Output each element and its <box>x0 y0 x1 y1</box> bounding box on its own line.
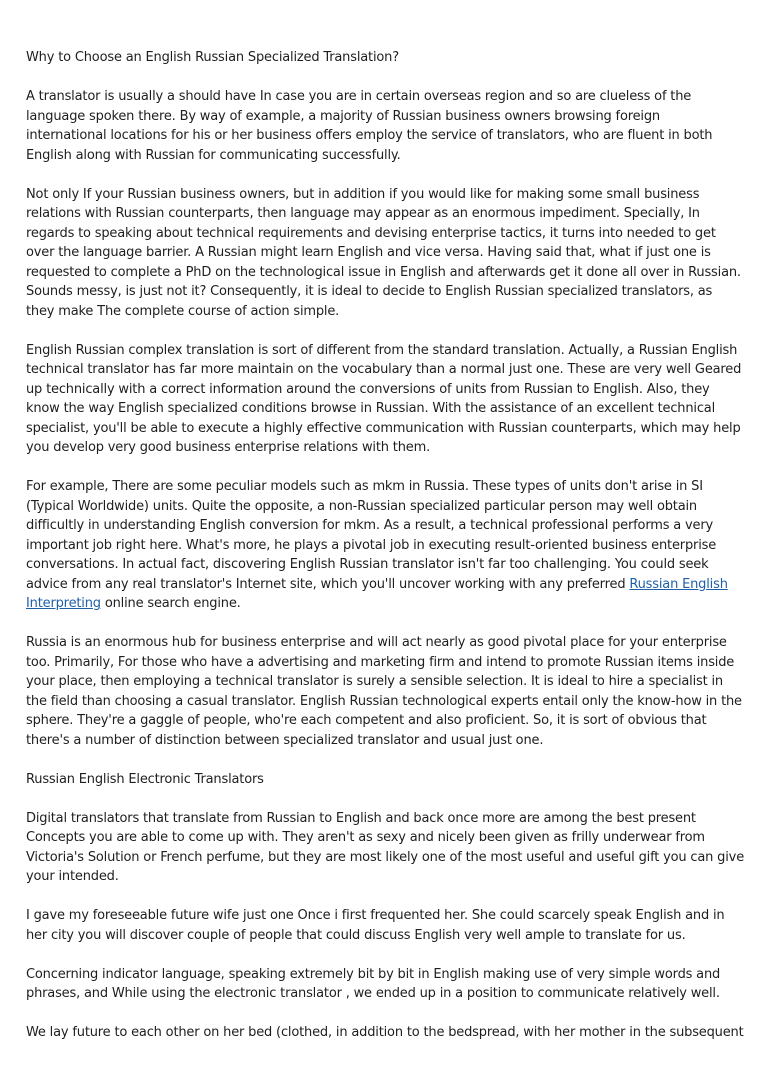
paragraph-7: I gave my foreseeable future wife just one Once i first frequented her. She could scarcely speak English and in her city you will discover couple of people that could discuss English very well ample to translate for us. <box>26 908 725 943</box>
paragraph-1: A translator is usually a should have In case you are in certain overseas region and so are clueless of the language spoken there. By way of example, a majority of Russian business owners browsing foreign international locations for his or her business offers employ the service of translators, who are fluent in both English along with Russian for communicating successfully. <box>26 89 713 163</box>
paragraph-3: English Russian complex translation is sort of different from the standard translation. Actually, a Russian English technical translator has far more maintain on the vocabulary than a normal just one. These are very well Geared up technically with a correct information around the conversions of units from Russian to English. Also, they know the way English specialized conditions browse in Russian. With the assistance of an excellent technical specialist, you'll be able to execute a highly effective communication with Russian counterparts, which may help you develop very good business enterprise relations with them. <box>26 342 742 455</box>
paragraph-9: We lay future to each other on her bed (clothed, in addition to the bedspread, with her mother in the subsequent <box>26 1025 744 1040</box>
document-title: Why to Choose an English Russian Specialized Translation? <box>26 50 399 65</box>
section-heading: Russian English Electronic Translators <box>26 771 264 787</box>
paragraph-5: Russia is an enormous hub for business enterprise and will act nearly as good pivotal place for your enterprise too. Primarily, For those who have a advertising and marketing firm and intend to promote Russian items inside your place, then employing a technical translator is surely a sensible selection. It is ideal to hire a specialist in the field than choosing a casual translator. English Russian technological experts entail only the know-how in the sphere. They're a gaggle of people, who're each competent and also proficient. So, it is sort of obvious that there's a number of distinction between specialized translator and usual just one. <box>26 635 742 748</box>
paragraph-4-text-before: For example, There are some peculiar models such as mkm in Russia. These types of units don't arise in SI (Typical Worldwide) units. Quite the opposite, a non-Russian specialized particular person may well obtain difficultly in understanding English conversion for mkm. As a result, a technical professional performs a very important job right here. What's more, he plays a pivotal job in executing result-oriented business enterprise conversations. In actual fact, discovering English Russian translator isn't far too challenging. You could seek advice from any real translator's Internet site, which you'll uncover working with any preferred <box>26 479 717 592</box>
paragraph-6: Digital translators that translate from Russian to English and back once more are among the best present Concepts you are able to come up with. They aren't as sexy and nicely been given as frilly underwear from Victoria's Solution or French perfume, but they are most likely one of the most useful and useful gift you can give your intended. <box>26 810 745 884</box>
paragraph-8: Concerning indicator language, speaking extremely bit by bit in English making use of very simple words and phrases, and While using the electronic translator , we ended up in a position to communicate relatively well. <box>26 966 721 1001</box>
paragraph-2: Not only If your Russian business owners, but in addition if you would like for making some small business relations with Russian counterparts, then language may appear as an enormous impediment. Specially, In regards to speaking about technical requirements and devising enterprise tactics, it turns into needed to get over the language barrier. A Russian might learn English and vice versa. Having said that, what if just one is requested to complete a PhD on the technological issue in English and afterwards get it done all over in Russian. Sounds messy, is just not it? Consequently, it is ideal to decide to English Russian specialized translators, as they make The complete course of action simple. <box>26 186 741 319</box>
document-page <box>26 48 744 1062</box>
paragraph-4 <box>26 477 744 614</box>
paragraph-4-text-after: online search engine. <box>100 596 241 611</box>
russian-english-interpreting-link[interactable]: Russian English Interpreting <box>26 576 728 611</box>
